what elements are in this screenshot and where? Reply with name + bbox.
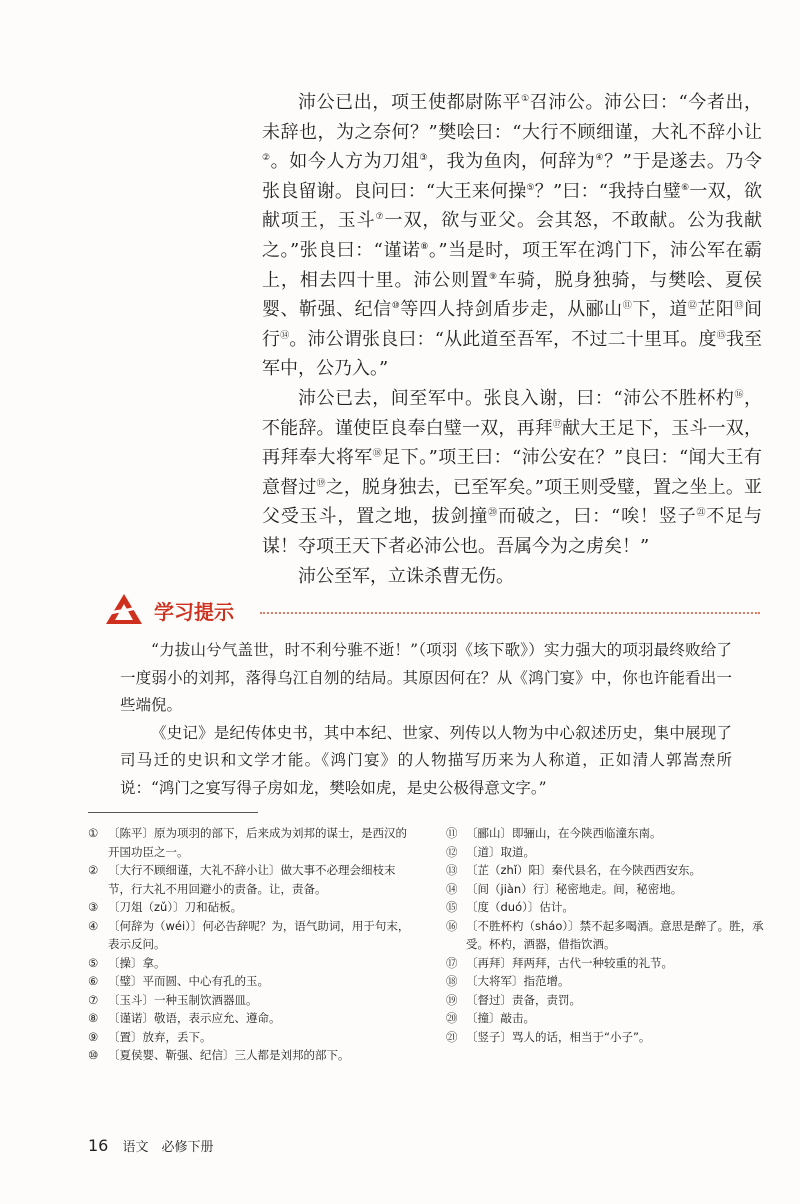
footnote-item <box>88 824 418 861</box>
footnote-number: ⑲ <box>446 992 458 1007</box>
footnote-item <box>446 991 766 1010</box>
footnote-marker: ⑰ <box>552 419 563 430</box>
footnote-marker: ⑱ <box>372 449 383 460</box>
text-segment: 沛公已出，项王使都尉陈平 <box>298 92 522 113</box>
footnote-text: 〔芷（zhǐ）阳〕秦代县名，在今陕西西安东。 <box>466 863 702 877</box>
text-segment: 沛公已去，间至军中。张良入谢，曰：“沛公不胜杯杓 <box>298 387 735 409</box>
footnote-text: 〔度（duó）〕估计。 <box>466 900 574 914</box>
footnote-rule <box>88 812 258 813</box>
text-segment: 而破之，曰：“唉！竖子 <box>497 506 697 528</box>
footnote-item <box>88 991 418 1010</box>
footnote-marker: ⑥ <box>681 182 690 193</box>
footnote-number: ③ <box>88 900 99 914</box>
footnote-marker: ④ <box>595 153 605 164</box>
text-segment: 芷阳 <box>697 299 735 321</box>
text-segment: 下，道 <box>632 299 688 321</box>
footnote-number: ⑮ <box>446 900 458 914</box>
footnote-text: 〔道〕取道。 <box>466 844 535 859</box>
footnote-marker: ② <box>262 153 271 164</box>
footnote-text: 〔夏侯婴、靳强、纪信〕三人都是刘邦的部下。 <box>108 1048 350 1062</box>
learning-tips-title: 学习提示 <box>154 600 234 624</box>
footnote-number: ⑭ <box>446 881 458 896</box>
text-segment: 车骑，脱身独骑，与樊哙、夏侯婴、靳强、纪信 <box>262 269 763 321</box>
footnote-marker: ⑧ <box>420 241 429 252</box>
footnote-number: ⑫ <box>446 844 458 859</box>
footnote-number: ⑨ <box>88 1029 99 1044</box>
footnote-item <box>88 1009 418 1028</box>
footnote-marker: ⑬ <box>734 301 744 312</box>
footnote-text: 〔撞〕敲击。 <box>466 1011 535 1025</box>
footnote-item <box>88 861 418 898</box>
footnote-marker: ⑨ <box>489 271 499 282</box>
footnote-text: 〔陈平〕原为项羽的部下，后来成为刘邦的谋士，是西汉的开国功臣之一。 <box>108 826 407 859</box>
footnote-item <box>446 861 766 880</box>
footnotes-left-column <box>88 824 418 1065</box>
footnote-marker: ① <box>521 94 530 104</box>
footnote-item <box>446 824 766 843</box>
footnote-number: ⑧ <box>88 1011 99 1025</box>
footnote-number: ⑥ <box>88 974 99 988</box>
dotted-divider <box>260 612 760 614</box>
learning-tips-logo-icon <box>104 592 144 626</box>
footnote-number: ⑦ <box>88 992 99 1007</box>
footnote-number: ⑩ <box>88 1048 99 1062</box>
footnote-item <box>446 917 766 954</box>
footnote-text: 〔郦山〕即骊山，在今陕西临潼东南。 <box>466 826 662 840</box>
page-number: 16 <box>88 1136 109 1155</box>
footnote-item <box>446 1009 766 1028</box>
text-segment: 足下。”项王曰：“沛公安在？”良曰：“闻大王有意督过 <box>262 447 763 498</box>
learning-tips-header <box>104 592 760 628</box>
book-title: 语文 必修下册 <box>122 1140 214 1155</box>
footnote-number: ㉑ <box>446 1029 458 1044</box>
footnote-text: 〔不胜杯杓（sháo）〕禁不起多喝酒。意思是醉了。胜，承受。杯杓，酒器，借指饮酒。 <box>466 918 764 951</box>
learning-tips-body <box>120 637 732 802</box>
footnote-number: ⑱ <box>446 974 458 988</box>
text-segment: ？”曰：“我持白璧 <box>534 180 682 202</box>
footnote-text: 〔何辞为（wéi）〕何必告辞呢？为，语气助词，用于句末，表示反问。 <box>108 918 410 951</box>
text-segment: 之，脱身独去，已至军矣。”项王则受璧，置之坐上。亚父受玉斗，置之地，拔剑撞 <box>262 476 762 528</box>
footnote-number: ⑯ <box>446 918 458 933</box>
footnote-text: 〔督过〕责备，责罚。 <box>466 992 581 1007</box>
footnote-marker: ⑩ <box>391 301 401 312</box>
footnote-marker: ⑪ <box>622 301 633 312</box>
footnote-item <box>88 972 418 991</box>
footnote-item <box>446 1028 766 1047</box>
footnote-text: 〔间（jiàn）行〕秘密地走。间，秘密地。 <box>466 881 683 896</box>
footnote-marker: ㉑ <box>696 508 707 519</box>
footnote-text: 〔再拜〕拜两拜，古代一种较重的礼节。 <box>466 955 673 970</box>
footnote-number: ⑳ <box>446 1011 458 1025</box>
text-segment: 。”当是时，项王军在鸿门下，沛公军在霸上，相去四十里。沛公则置 <box>262 239 762 291</box>
main-text <box>262 88 762 591</box>
text-segment: 献大王足下，玉斗一双，再拜奉大将军 <box>262 417 762 469</box>
footnotes-right-column <box>446 824 766 1046</box>
text-segment: 一双，欲献项王，玉斗 <box>262 180 763 232</box>
footnote-number: ② <box>88 863 99 877</box>
page-footer <box>88 1136 214 1155</box>
text-segment: ，不能辞。谨使臣良奉白璧一双，再拜 <box>262 387 762 439</box>
text-segment: 。如今人方为刀俎 <box>270 151 420 173</box>
footnote-text: 〔玉斗〕一种玉制饮酒器皿。 <box>108 992 258 1007</box>
footnote-number: ⑬ <box>446 863 458 877</box>
footnote-marker: ③ <box>419 153 429 164</box>
footnote-text: 〔竖子〕骂人的话，相当于“小子”。 <box>466 1029 651 1044</box>
footnote-marker: ⑤ <box>526 182 535 193</box>
tips-paragraph-1: “力拔山兮气盖世，时不利兮骓不逝！”（项羽《垓下歌》）实力强大的项羽最终败给了一度弱小的刘邦，落得乌江自刎的结局。其原因何在？从《鸿门宴》中，你也许能看出一些端倪。 <box>120 641 732 714</box>
text-segment: 召沛公。沛公曰：“今者出，未辞也，为之奈何？”樊哙曰：“大行不顾细谨，大礼不辞小让 <box>262 92 763 143</box>
footnote-marker: ⑮ <box>716 330 726 341</box>
main-paragraph-2 <box>262 384 762 562</box>
footnote-marker: ⑭ <box>280 330 290 341</box>
footnote-number: ⑤ <box>88 955 99 970</box>
footnote-text: 〔操〕拿。 <box>108 955 166 970</box>
main-paragraph-1 <box>262 88 762 384</box>
text-segment: 间行 <box>262 299 762 350</box>
footnote-item <box>88 954 418 973</box>
footnote-item <box>446 898 766 917</box>
footnote-item <box>446 880 766 899</box>
footnote-text: 〔大行不顾细谨，大礼不辞小让〕做大事不必理会细枝末节，行大礼不用回避小的责备。让，责备。 <box>108 863 396 896</box>
text-segment: 一双，欲与亚父。会其怒，不敢献。公为我献之。”张良曰：“谨诺 <box>262 210 763 261</box>
footnote-item <box>88 1046 418 1065</box>
text-segment: ，我为鱼肉，何辞为 <box>428 151 596 173</box>
footnote-marker: ⑦ <box>375 212 385 223</box>
text-segment: 不足与谋！夺项王天下者必沛公也。吾属今为之虏矣！” <box>262 506 762 557</box>
footnote-item <box>446 843 766 862</box>
main-paragraph-3: 沛公至军，立诛杀曹无伤。 <box>298 565 514 587</box>
text-segment: ？”于是遂去。乃令张良留谢。良问曰：“大王来何操 <box>262 151 763 202</box>
footnote-marker: ⑲ <box>316 478 326 489</box>
footnote-number: ① <box>88 826 99 840</box>
text-segment: 等四人持剑盾步走，从郦山 <box>400 299 623 321</box>
footnote-item <box>88 898 418 917</box>
footnote-item <box>88 917 418 954</box>
footnote-text: 〔刀俎（zǔ）〕刀和砧板。 <box>108 900 243 914</box>
footnote-item <box>446 954 766 973</box>
tips-paragraph-2: 《史记》是纪传体史书，其中本纪、世家、列传以人物为中心叙述历史，集中展现了司马迁的史识和文学才能。《鸿门宴》的人物描写历来为人称道，正如清人郭嵩焘所说：“鸿门之宴写得子房如龙，樊哙如虎，是史公极得意文字。” <box>120 723 732 797</box>
footnote-number: ⑪ <box>446 826 458 840</box>
footnote-marker: ⑯ <box>734 389 744 400</box>
footnote-marker: ⑫ <box>687 301 698 312</box>
footnote-text: 〔璧〕平而圆、中心有孔的玉。 <box>108 974 269 988</box>
text-segment: 我至军中，公乃入。” <box>262 328 762 380</box>
footnote-marker: ⑳ <box>488 508 498 519</box>
footnote-text: 〔大将军〕指范增。 <box>466 974 570 988</box>
footnote-item <box>446 972 766 991</box>
footnote-text: 〔谨诺〕敬语，表示应允、遵命。 <box>108 1011 281 1025</box>
footnote-number: ⑰ <box>446 955 458 970</box>
footnote-text: 〔置〕放弃，丢下。 <box>108 1029 212 1044</box>
footnote-item <box>88 1028 418 1047</box>
text-segment: 。沛公谓张良曰：“从此道至吾军，不过二十里耳。度 <box>289 328 717 350</box>
footnote-number: ④ <box>88 918 99 933</box>
